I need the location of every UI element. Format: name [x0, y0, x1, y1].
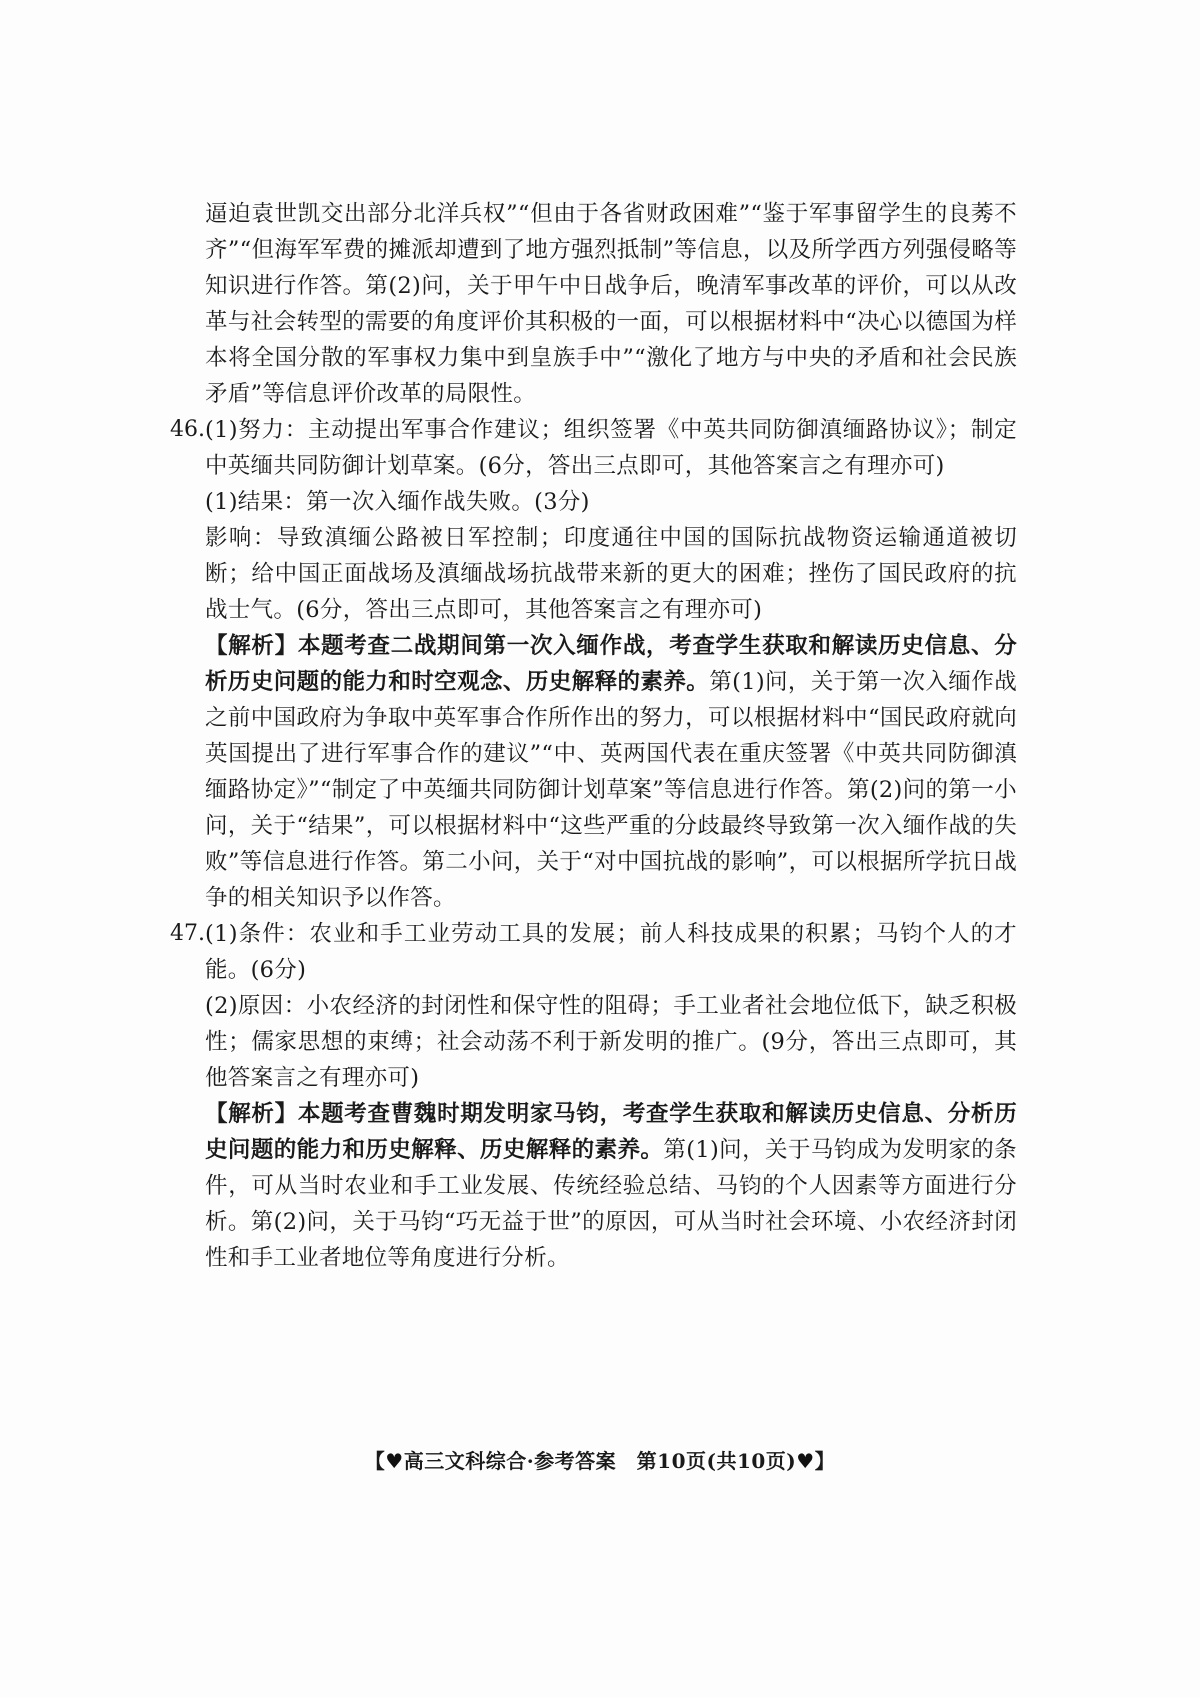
analysis-summary: 本题考查曹魏时期发明家马钧，考查学生获取和解读历史信息、分析历史问题的能力和历史解释、历史解释的素养。	[205, 1101, 1017, 1163]
question-47-part1	[0, 916, 1017, 988]
continued-analysis-paragraph: 逼迫袁世凯交出部分北洋兵权”“但由于各省财政困难”“鉴于军事留学生的良莠不齐”“但海军军费的摊派却遭到了地方强烈抵制”等信息，以及所学西方列强侵略等知识进行作答。第(2)问，关于甲午中日战争后，晚清军事改革的评价，可以从改革与社会转型的需要的角度评价其积极的一面，可以根据材料中“决心以德国为样本将全国分散的军事权力集中到皇族手中”“激化了地方与中央的矛盾和社会民族矛盾”等信息评价改革的局限性。	[205, 201, 1017, 407]
question-47-part1-text: (1)条件：农业和手工业劳动工具的发展；前人科技成果的积累；马钧个人的才能。(6分)	[205, 921, 1017, 983]
analysis-summary: 本题考查二战期间第一次入缅作战，考查学生获取和解读历史信息、分析历史问题的能力和时空观念、历史解释的素养。	[205, 633, 1017, 695]
heart-icon: ♥	[385, 1449, 404, 1473]
analysis-detail: 第(1)问，关于第一次入缅作战之前中国政府为争取中英军事合作所作出的努力，可以根据材料中“国民政府就向英国提出了进行军事合作的建议”“中、英两国代表在重庆签署《中英共同防御滇缅路协定》”“制定了中英缅共同防御计划草案”等信息进行作答。第(2)问的第一小问，关于“结果”，可以根据材料中“这些严重的分歧最终导致第一次入缅作战的失败”等信息进行作答。第二小问，关于“对中国抗战的影响”，可以根据所学抗日战争的相关知识予以作答。	[205, 669, 1017, 911]
question-46-number: 46.	[170, 417, 205, 442]
question-46-analysis	[0, 628, 1017, 916]
footer-right-bracket: 】	[814, 1449, 836, 1473]
question-47-part2: (2)原因：小农经济的封闭性和保守性的阻碍；手工业者社会地位低下，缺乏积极性；儒家思想的束缚；社会动荡不利于新发明的推广。(9分，答出三点即可，其他答案言之有理亦可)	[205, 993, 1017, 1091]
footer-left-bracket: 【	[364, 1449, 386, 1473]
question-46-part2-result: (1)结果：第一次入缅作战失败。(3分)	[205, 489, 590, 515]
analysis-label: 【解析】	[205, 1101, 298, 1127]
question-47-number: 47.	[170, 921, 205, 946]
question-46-part1	[0, 412, 1017, 484]
question-47-analysis	[0, 1096, 1017, 1276]
question-46-part2-impact: 影响：导致滇缅公路被日军控制；印度通往中国的国际抗战物资运输通道被切断；给中国正面战场及滇缅战场抗战带来新的更大的困难；挫伤了国民政府的抗战士气。(6分，答出三点即可，其他答案言之有理亦可)	[205, 525, 1017, 623]
analysis-label: 【解析】	[205, 633, 298, 659]
footer-text: 高三文科综合·参考答案 第10页(共10页)	[403, 1449, 797, 1473]
heart-icon: ♥	[796, 1449, 815, 1473]
page-footer	[0, 1448, 1200, 1474]
answer-body	[0, 196, 1200, 1276]
analysis-detail: 第(1)问，关于马钧成为发明家的条件，可从当时农业和手工业发展、传统经验总结、马钧的个人因素等方面进行分析。第(2)问，关于马钧“巧无益于世”的原因，可从当时社会环境、小农经济封闭性和手工业者地位等角度进行分析。	[205, 1137, 1017, 1271]
question-46-part1-text: (1)努力：主动提出军事合作建议；组织签署《中英共同防御滇缅路协议》；制定中英缅共同防御计划草案。(6分，答出三点即可，其他答案言之有理亦可)	[205, 417, 1017, 479]
